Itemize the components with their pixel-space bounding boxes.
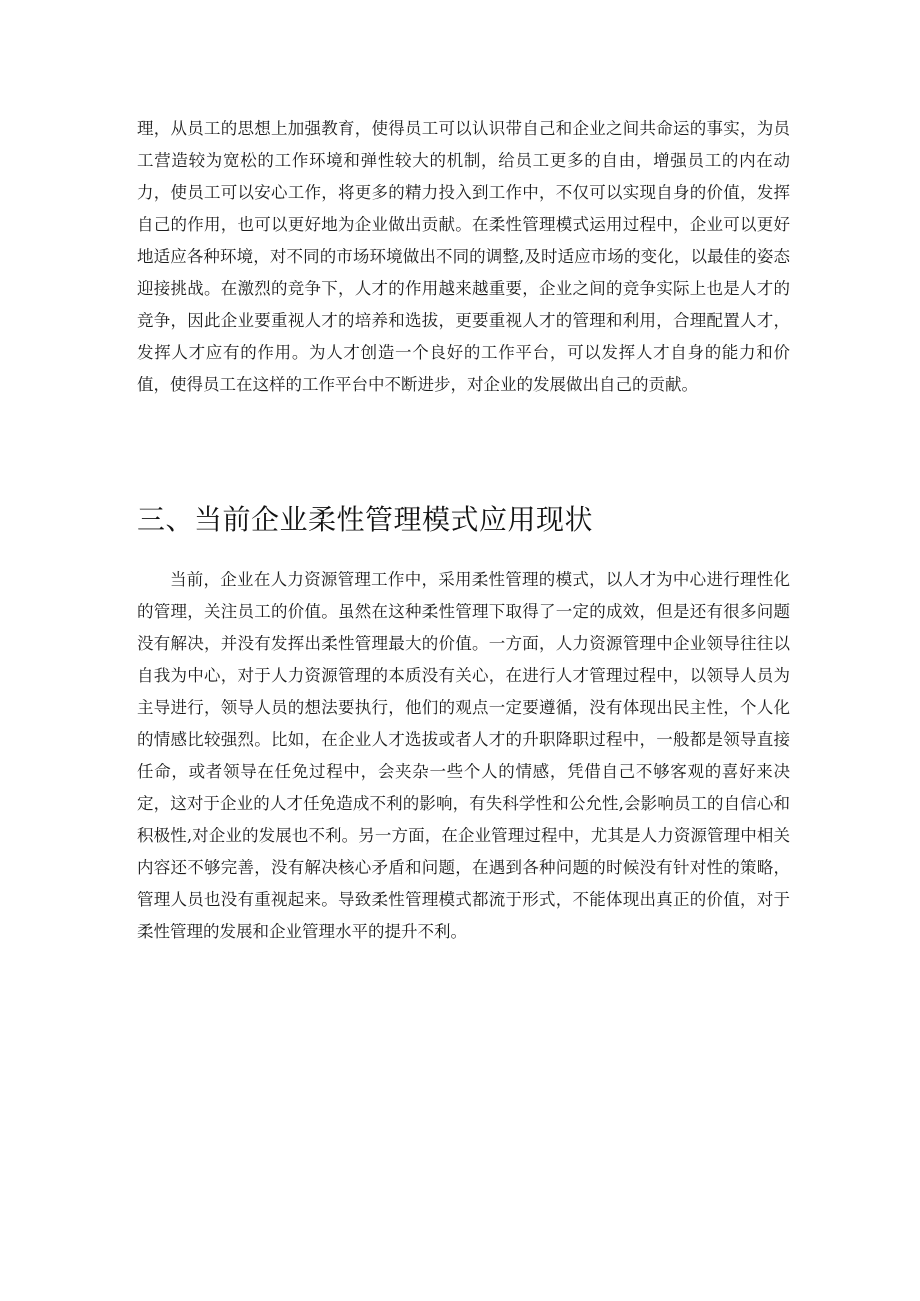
section-heading: 三、当前企业柔性管理模式应用现状 bbox=[137, 503, 594, 536]
body-paragraph: 当前，企业在人力资源管理工作中，采用柔性管理的模式，以人才为中心进行理性化的管理，关注员工的价值。虽然在这种柔性管理下取得了一定的成效，但是还有很多问题没有解决，并没有发挥出柔性管理最大的价值。一方面，人力资源管理中企业领导往往以自我为中心，对于人力资源管理的本质没有关心，在进行人才管理过程中，以领导人员为主导进行，领导人员的想法要执行，他们的观点一定要遵循，没有体现出民主性，个人化的情感比较强烈。比如，在企业人才选拔或者人才的升职降职过程中，一般都是领导直接任命，或者领导在任免过程中，会夹杂一些个人的情感，凭借自己不够客观的喜好来决定，这对于企业的人才任免造成不利的影响，有失科学性和公允性,会影响员工的自信心和积极性,对企业的发展也不利。另一方面，在企业管理过程中，尤其是人力资源管理中相关内容还不够完善，没有解决核心矛盾和问题，在遇到各种问题的时候没有针对性的策略，管理人员也没有重视起来。导致柔性管理模式都流于形式，不能体现出真正的价值，对于柔性管理的发展和企业管理水平的提升不利。 bbox=[137, 570, 790, 941]
body-paragraph-continued: 理，从员工的思想上加强教育，使得员工可以认识带自己和企业之间共命运的事实，为员工营造较为宽松的工作环境和弹性较大的机制，给员工更多的自由，增强员工的内在动力，使员工可以安心工作，将更多的精力投入到工作中，不仅可以实现自身的价值，发挥自己的作用，也可以更好地为企业做出贡献。在柔性管理模式运用过程中，企业可以更好地适应各种环境，对不同的市场环境做出不同的调整,及时适应市场的变化，以最佳的姿态迎接挑战。在激烈的竞争下，人才的作用越来越重要，企业之间的竞争实际上也是人才的竞争，因此企业要重视人才的培养和选拔，更要重视人才的管理和利用，合理配置人才，发挥人才应有的作用。为人才创造一个良好的工作平台，可以发挥人才自身的能力和价值，使得员工在这样的工作平台中不断进步，对企业的发展做出自己的贡献。 bbox=[137, 119, 790, 394]
